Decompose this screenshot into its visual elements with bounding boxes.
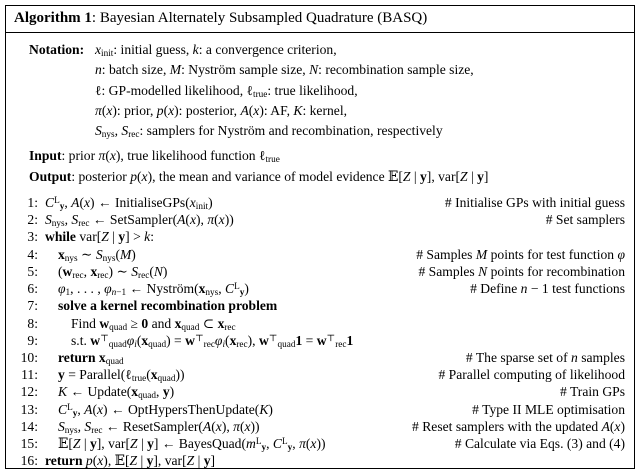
algorithm-line: [15, 246, 625, 263]
line-code: return p(x), 𝔼[Z | y], var[Z | y]: [45, 453, 216, 469]
algorithm-line: [15, 383, 625, 400]
algorithm-line: [15, 332, 625, 349]
line-code: $S_{nys}$, $S_{rec}$ ← ResetSampler(A(x), π(x)): [58, 418, 260, 435]
line-code: while var[Z | y] > k:: [45, 229, 154, 245]
line-comment: # Initialise GPs with initial guess: [444, 195, 625, 211]
algorithm-line: [15, 435, 625, 452]
line-number: 16:: [20, 453, 38, 469]
line-number: 6:: [27, 281, 38, 297]
line-code: $x_{nys}$ ∼ $S_{nys}(M)$: [58, 246, 136, 263]
line-number: 13:: [20, 401, 38, 417]
algorithm-label: Algorithm 1: [14, 10, 92, 26]
notation-block: [15, 40, 625, 141]
line-comment: # Reset samplers with the updated A(x): [412, 418, 625, 434]
notation-lines: [95, 40, 625, 141]
notation-line: n: batch size, M: Nyström sample size, N: recombination sample size,: [95, 62, 474, 78]
algorithm-line: [15, 452, 625, 469]
line-code: $C^L_y$, A(x) ← OptHypersThenUpdate(K): [58, 401, 273, 418]
algorithm-line: [15, 228, 625, 245]
algorithm-box: [5, 5, 635, 469]
algorithm-line: [15, 211, 625, 228]
notation-line: ℓ: GP-modelled likelihood, ℓ$_{true}$: true likelihood,: [95, 82, 358, 99]
algorithm-code-lines: [15, 194, 625, 469]
notation-line: $S_{nys}$, $S_{rec}$: samplers for Nyström and recombination, respectively: [95, 123, 443, 140]
line-comment: # Set samplers: [545, 212, 625, 228]
algorithm-line: [15, 401, 625, 418]
line-code: solve a kernel recombination problem: [58, 298, 278, 314]
algorithm-line: [15, 194, 625, 211]
algorithm-line: [15, 263, 625, 280]
io-line: Output: posterior p(x), the mean and variance of model evidence 𝔼[Z | y], var[Z | y]: [29, 168, 489, 184]
line-number: 3:: [27, 229, 38, 245]
line-comment: # Calculate via Eqs. (3) and (4): [454, 435, 625, 451]
line-comment: # Type II MLE optimisation: [472, 401, 625, 417]
algorithm-line: [15, 297, 625, 314]
line-code: s.t. $w^⊤_{quad}\varphi_i(x_{quad}) = w^⊤_{rec}\varphi_i(x_{rec})$, $w^⊤_{quad}1 = w^⊤_{rec}1$: [71, 332, 354, 349]
line-number: 15:: [20, 435, 38, 451]
line-number: 8:: [27, 315, 38, 331]
line-number: 5:: [27, 263, 38, 279]
line-number: 14:: [20, 418, 38, 434]
line-code: $y = Parallel(\ell_{true}(x_{quad}))$: [58, 367, 185, 384]
line-number: 1:: [27, 195, 38, 211]
line-code: $S_{nys}$, $S_{rec}$ ← SetSampler(A(x), π(x)): [45, 212, 234, 229]
line-comment: # Train GPs: [560, 384, 625, 400]
algorithm-line: [15, 366, 625, 383]
line-number: 9:: [27, 332, 38, 348]
notation-line: π(x): prior, p(x): posterior, A(x): AF, K: kernel,: [95, 102, 347, 118]
algorithm-title-text: : Bayesian Alternately Subsampled Quadrature (BASQ): [91, 10, 428, 26]
line-code: K ← $Update(x_{quad}$, y): [58, 384, 175, 401]
line-code: ($w_{rec}$, $x_{rec}$) ∼ $S_{rec}(N)$: [58, 263, 168, 280]
line-code: $\varphi_1$, . . . , $\varphi_{n-1}$ ← $Nyström(x_{nys}$, $C^L_y$): [58, 280, 249, 298]
input-output-block: [15, 146, 625, 187]
line-comment: # Parallel computing of likelihood: [438, 367, 625, 383]
line-comment: # Samples M points for test function φ: [416, 246, 625, 262]
line-code: 𝔼[Z | y], var[Z | y] ← $BayesQuad(m^L_y$, $C^L_y$, π(x)): [58, 435, 326, 452]
algorithm-body: [6, 33, 634, 469]
line-code: $C^L_y$, A(x) ← $InitialiseGPs(x_{init})$: [45, 194, 213, 212]
line-number: 7:: [27, 298, 38, 314]
algorithm-line: [15, 349, 625, 366]
line-comment: # Samples N points for recombination: [418, 263, 625, 279]
line-number: 12:: [20, 384, 38, 400]
line-number: 4:: [27, 246, 38, 262]
line-number: 11:: [21, 367, 38, 383]
notation-line: $x_{init}$: initial guess, k: a convergence criterion,: [95, 42, 337, 59]
algorithm-title: [6, 6, 634, 33]
line-code: Find $w_{quad} \ge 0$ and $x_{quad}$ ⊂ $x_{rec}$: [71, 315, 236, 332]
io-line: Input: prior π(x), true likelihood function ℓ$_{true}$: [29, 148, 280, 165]
line-comment: # The sparse set of n samples: [465, 349, 625, 365]
line-comment: # Define n − 1 test functions: [470, 281, 625, 297]
line-number: 10:: [20, 349, 38, 365]
line-code: return $x_{quad}$: [58, 349, 124, 366]
algorithm-line: [15, 315, 625, 332]
algorithm-line: [15, 418, 625, 435]
notation-label: Notation:: [29, 42, 85, 57]
line-number: 2:: [27, 212, 38, 228]
algorithm-line: [15, 280, 625, 297]
